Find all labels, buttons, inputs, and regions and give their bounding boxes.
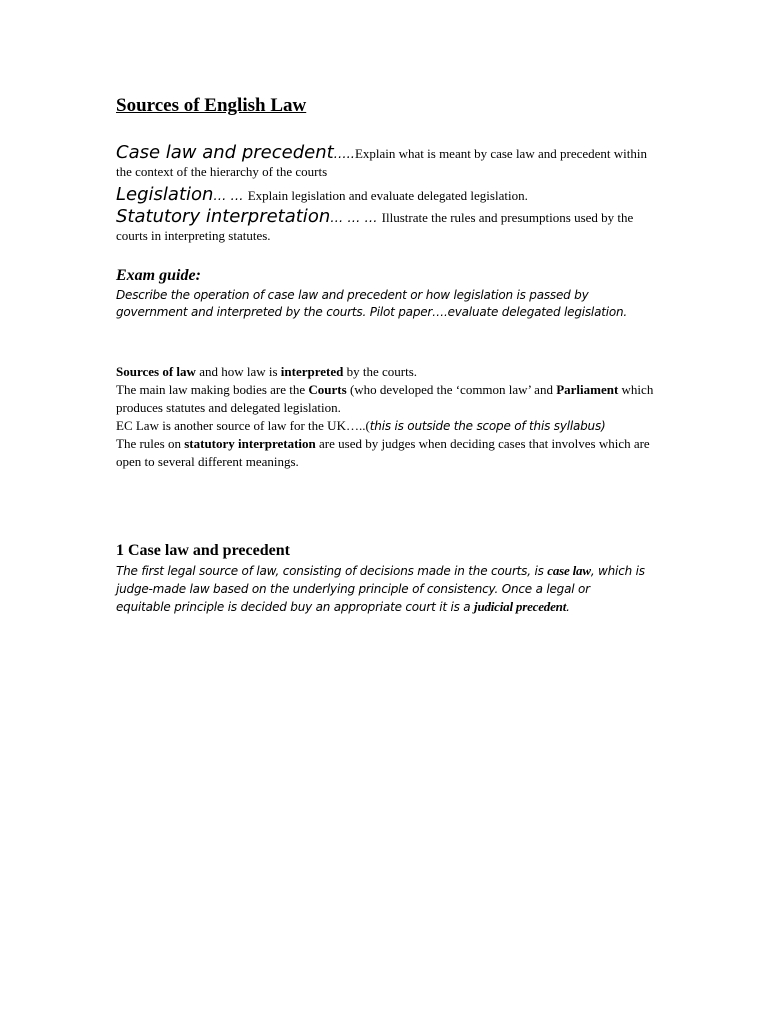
topic-text: Explain what is meant by case law and precedent within the context of the hierarchy of the courts <box>116 146 647 179</box>
topic-case-law <box>116 144 656 180</box>
section-heading: 1 Case law and precedent <box>116 542 290 559</box>
text-run: The main law making bodies are the <box>116 382 309 397</box>
topic-text: Explain legislation and evaluate delegated legislation. <box>247 188 528 203</box>
text-run: by the courts. <box>343 364 418 379</box>
overview-paragraph <box>116 381 656 417</box>
topic-heading: Legislation <box>116 184 214 205</box>
topic-text: Illustrate the rules and presumptions used by the courts in interpreting statutes. <box>116 210 634 243</box>
text-run: (who developed the ‘common law’ and <box>346 382 557 397</box>
bold-term: Courts <box>308 382 347 397</box>
bold-term: judicial precedent <box>474 599 567 614</box>
topic-dots: … … … <box>330 211 382 226</box>
bold-term: interpreted <box>280 364 344 379</box>
overview-section <box>116 363 656 471</box>
topic-heading: Case law and precedent <box>116 142 334 163</box>
section-text <box>116 562 646 616</box>
exam-guide-text: Describe the operation of case law and precedent or how legislation is passed by government and interpreted by the courts. Pilot paper….evaluate delegated legislation. <box>116 288 628 319</box>
exam-guide-heading: Exam guide: <box>116 267 201 284</box>
topic-statutory-interpretation <box>116 208 656 244</box>
text-run: The first legal source of law, consisting of decisions made in the courts, is <box>116 564 548 578</box>
bold-term: statutory interpretation <box>184 436 316 451</box>
text-run: are used by judges when deciding cases that involves which are open to several different meanings. <box>116 436 650 469</box>
text-run: , which is judge-made law based on the underlying principle of consistency. Once a legal or equitable principle is decided buy an appropriate court it is a <box>116 564 645 614</box>
bold-term: Sources of law <box>116 364 196 379</box>
overview-paragraph <box>116 363 656 381</box>
document-title: Sources of English Law <box>116 95 307 116</box>
text-run: . <box>566 600 570 614</box>
overview-paragraph <box>116 417 656 435</box>
italic-note: this is outside the scope of this syllabus) <box>369 419 606 433</box>
topic-legislation <box>116 186 656 205</box>
text-run: and how law is <box>195 364 281 379</box>
text-run: which produces statutes and delegated legislation. <box>116 382 654 415</box>
overview-paragraph <box>116 435 656 471</box>
topic-dots: … … <box>213 189 248 204</box>
bold-term: Parliament <box>556 382 619 397</box>
text-run: EC Law is another source of law for the UK…..( <box>116 418 370 433</box>
topic-dots: ….. <box>333 147 355 162</box>
text-run: The rules on <box>116 436 185 451</box>
bold-term: case law <box>547 563 591 578</box>
topic-heading: Statutory interpretation <box>116 206 331 227</box>
